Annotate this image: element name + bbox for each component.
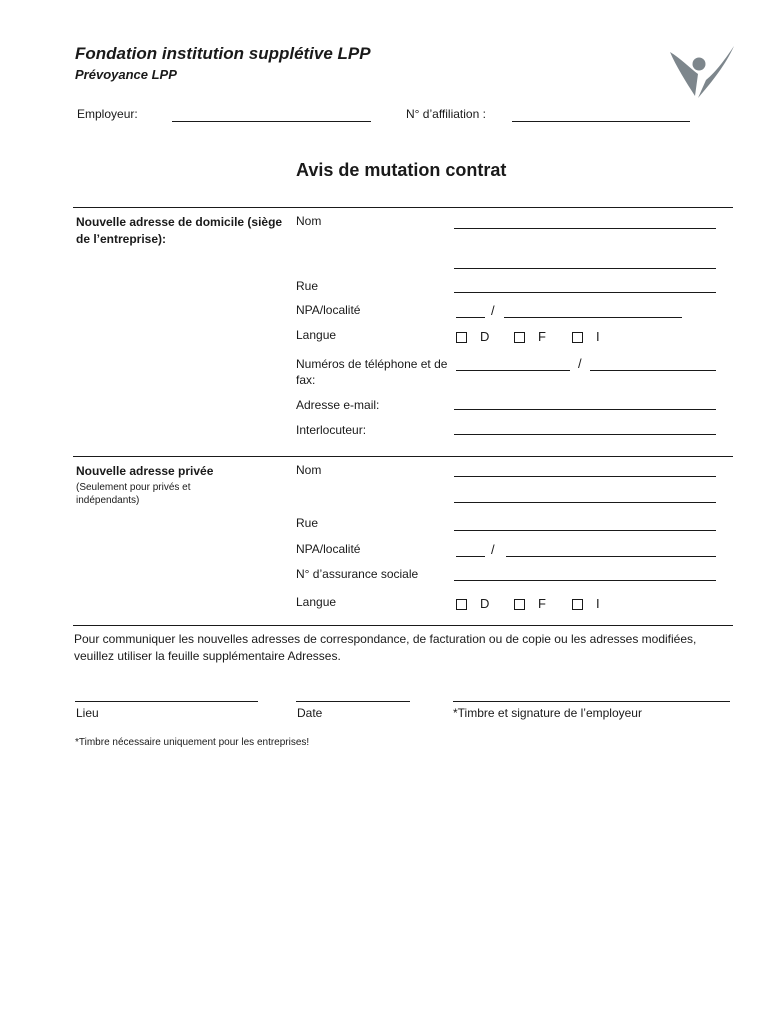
employer-field[interactable] xyxy=(172,121,371,122)
npa-slash: / xyxy=(491,542,495,557)
npa-slash: / xyxy=(491,303,495,318)
date-field[interactable] xyxy=(296,701,410,702)
person-v-logo-icon xyxy=(668,44,736,100)
privee-lang-f-checkbox[interactable] xyxy=(514,599,525,610)
privee-langue-label: Langue xyxy=(296,595,337,609)
divider xyxy=(73,207,733,208)
privee-lang-f-label: F xyxy=(538,596,546,611)
lieu-label: Lieu xyxy=(76,706,99,720)
timbre-label: *Timbre et signature de l’employeur xyxy=(453,706,642,720)
foundation-title: Fondation institution supplétive LPP xyxy=(75,44,371,63)
privee-rue-field[interactable] xyxy=(454,530,716,531)
document-title: Avis de mutation contrat xyxy=(296,160,507,180)
domicile-nom-field-2[interactable] xyxy=(454,268,716,269)
domicile-lang-f-checkbox[interactable] xyxy=(514,332,525,343)
domicile-langue-label: Langue xyxy=(296,328,337,342)
domicile-rue-label: Rue xyxy=(296,279,319,293)
date-label: Date xyxy=(297,706,323,720)
privee-lang-i-label: I xyxy=(596,596,600,611)
domicile-lang-i-label: I xyxy=(596,329,600,344)
domicile-fax-field[interactable] xyxy=(590,370,716,371)
domicile-phone-label: Numéros de téléphone et de fax: xyxy=(296,357,448,387)
domicile-email-field[interactable] xyxy=(454,409,716,410)
domicile-email-label: Adresse e-mail: xyxy=(296,398,380,412)
domicile-lang-f-label: F xyxy=(538,329,546,344)
privee-avs-field[interactable] xyxy=(454,580,716,581)
privee-lang-d-label: D xyxy=(480,596,490,611)
privee-note: (Seulement pour privés et indépendants) xyxy=(76,482,191,506)
timbre-field[interactable] xyxy=(453,701,730,702)
domicile-contact-label: Interlocuteur: xyxy=(296,423,367,437)
domicile-lang-d-label: D xyxy=(480,329,490,344)
domicile-phone-field[interactable] xyxy=(456,370,570,371)
employer-label: Employeur: xyxy=(77,107,138,121)
privee-npa-field[interactable] xyxy=(456,556,485,557)
privee-localite-field[interactable] xyxy=(506,556,716,557)
privee-lang-d-checkbox[interactable] xyxy=(456,599,467,610)
domicile-npa-label: NPA/localité xyxy=(296,303,361,317)
affiliation-label: N° d’affiliation : xyxy=(406,107,486,121)
phone-slash: / xyxy=(578,356,582,371)
domicile-heading: Nouvelle adresse de domicile (siège de l’entreprise): xyxy=(76,215,283,246)
foundation-subtitle: Prévoyance LPP xyxy=(75,67,177,82)
domicile-lang-d-checkbox[interactable] xyxy=(456,332,467,343)
privee-rue-label: Rue xyxy=(296,516,319,530)
privee-lang-i-checkbox[interactable] xyxy=(572,599,583,610)
footnote: *Timbre nécessaire uniquement pour les entreprises! xyxy=(75,737,310,748)
domicile-lang-i-checkbox[interactable] xyxy=(572,332,583,343)
privee-nom-field[interactable] xyxy=(454,476,716,477)
domicile-rue-field[interactable] xyxy=(454,292,716,293)
divider xyxy=(73,625,733,626)
lieu-field[interactable] xyxy=(75,701,258,702)
notice-text: Pour communiquer les nouvelles adresses de correspondance, de facturation ou de copie ou les adresses modifiées, veuillez utiliser la feuille supplémentaire Adresses. xyxy=(74,632,697,663)
privee-avs-label: N° d’assurance sociale xyxy=(296,567,419,581)
privee-nom-field-2[interactable] xyxy=(454,502,716,503)
domicile-nom-label: Nom xyxy=(296,214,322,228)
domicile-npa-field[interactable] xyxy=(456,317,485,318)
privee-npa-label: NPA/localité xyxy=(296,542,361,556)
affiliation-field[interactable] xyxy=(512,121,690,122)
domicile-nom-field[interactable] xyxy=(454,228,716,229)
domicile-localite-field[interactable] xyxy=(504,317,682,318)
privee-heading: Nouvelle adresse privée xyxy=(76,464,214,478)
domicile-contact-field[interactable] xyxy=(454,434,716,435)
privee-nom-label: Nom xyxy=(296,463,322,477)
divider xyxy=(73,456,733,457)
